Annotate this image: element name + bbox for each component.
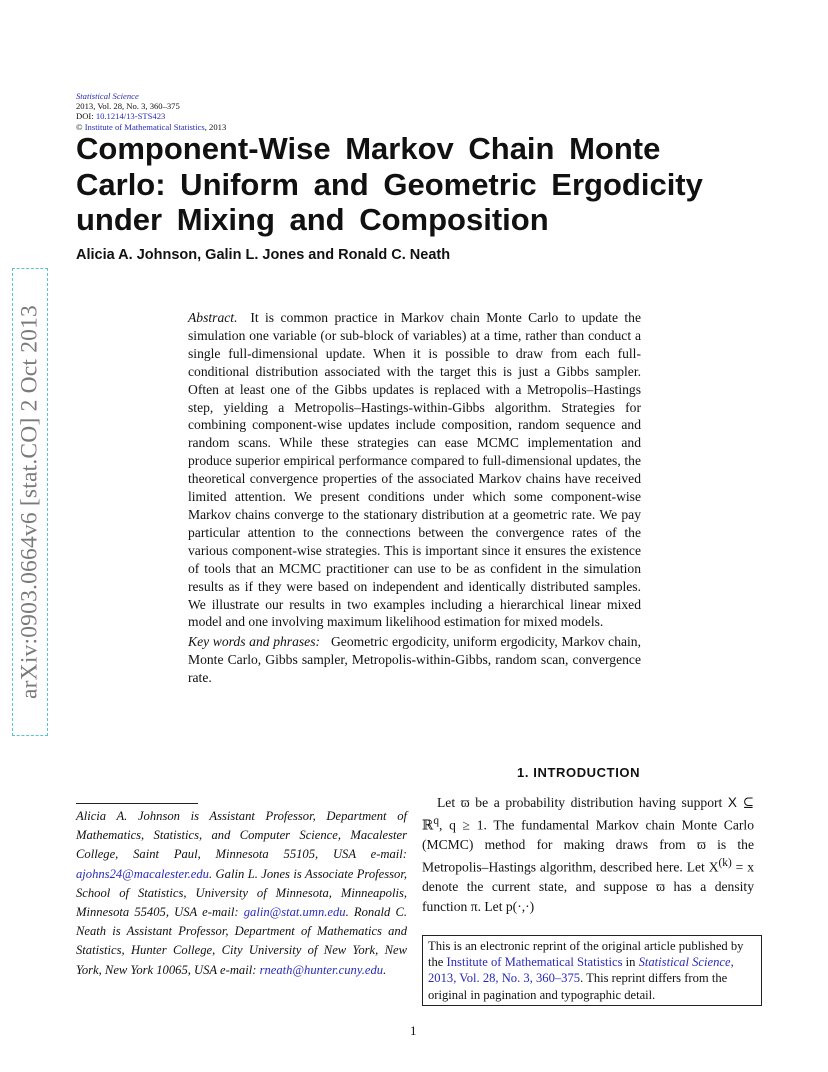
abstract-paragraph [188, 309, 641, 631]
reprint-text: This is an electronic reprint of the original article published by the [428, 939, 744, 970]
reprint-citation: , 2013, Vol. 28, No. 3, 360–375 [428, 955, 734, 986]
page-number: 1 [410, 1023, 417, 1038]
copyright-holder-link[interactable]: Institute of Mathematical Statistics [84, 121, 205, 132]
abstract-label: Abstract. [188, 310, 238, 325]
journal-metadata [76, 91, 226, 132]
reprint-journal-name: Statistical Science [638, 955, 731, 970]
arxiv-identifier-stamp[interactable] [12, 268, 48, 736]
intro-text: = x denote the current state, and suppose ϖ has a density function π. Let p(·,·) [422, 859, 754, 914]
arxiv-identifier-text: arXiv:0903.0664v6 [stat.CO] 2 Oct 2013 [16, 305, 43, 699]
intro-text: ⊆ ℝ [422, 795, 754, 833]
copyright-icon: © [76, 121, 83, 132]
intro-text: , q ≥ 1. The fundamental Markov chain Monte Carlo (MCMC) method for making draws from ϖ is the Metropolis–Hastings algorithm, described here. Let X [422, 817, 754, 875]
footnote-text: . [383, 962, 387, 977]
journal-volume: 2013, Vol. 28, No. 3, 360–375 [76, 101, 180, 112]
keywords-label: Key words and phrases: [188, 634, 321, 650]
journal-doi [76, 111, 226, 121]
support-symbol: X [727, 795, 737, 810]
introduction-paragraph [422, 793, 754, 916]
intro-superscript: (k) [718, 857, 732, 870]
abstract-section [188, 309, 641, 687]
reprint-text: . This reprint differs from the original in pagination and typographic detail. [428, 971, 728, 1002]
author-affiliation-footnote [76, 807, 407, 980]
reprint-notice-box [422, 935, 762, 1006]
footnote-text: Alicia A. Johnson is Assistant Professor, Department of Mathematics, Statistics, and Computer Science, Macalester College, Saint Paul, Minnesota 55105, USA e-mail: [76, 809, 407, 862]
journal-name-link[interactable]: Statistical Science [76, 91, 139, 101]
footnote-text: . Ronald C. Neath is Assistant Professor, Department of Mathematics and Statistics, Hunter College, City University of New York, New York, New York 10065, USA e-mail: [76, 905, 408, 977]
abstract-text: It is common practice in Markov chain Monte Carlo to update the simulation one variable (or sub-block of variables) at a time, rather than conduct a single full-dimensional update. When it is possible to draw from each full-conditional distribution associated with the target this is just a Gibbs sampler. Often at least one of the Gibbs updates is replaced with a Metropolis–Hastings step, yielding a Metropolis–Hastings-within-Gibbs algorithm. Strategies for combining component-wise updates include composition, random sequence and random scans. While these strategies can ease MCMC implementation and produce superior empirical performance compared to full-dimensional updates, the theoretical convergence properties of the associated Markov chains have received limited attention. We present conditions under which some component-wise Markov chains converge to the stationary distribution at a geometric rate. We pay particular attention to the connections between the convergence rates of the various component-wise strategies. This is important since it ensures the existence of tools that an MCMC practitioner can use to be as confident in the simulation results as if they were based on independent and identically distributed samples. We illustrate our results in two examples including a hierarchical linear mixed model and one involving maximum likelihood estimation for mixed models. [188, 310, 642, 630]
footnote-divider [76, 803, 198, 804]
section-heading-introduction: 1. INTRODUCTION [517, 765, 641, 780]
email-link-neath[interactable]: rneath@hunter.cuny.edu [259, 962, 384, 977]
reprint-text: in [622, 955, 639, 970]
intro-superscript: q [433, 815, 439, 828]
copyright-year: , 2013 [204, 121, 227, 132]
footnote-text: . Galin L. Jones is Associate Professor, School of Statistics, University of Minnesota, Minneapolis, Minnesota 55405, USA e-mail: [76, 866, 407, 920]
email-link-jones[interactable]: galin@stat.umn.edu [243, 905, 346, 920]
publisher-link[interactable]: Institute of Mathematical Statistics [446, 955, 623, 970]
doi-link[interactable]: 10.1214/13-STS423 [95, 111, 166, 122]
keywords-text: Geometric ergodicity, uniform ergodicity, Markov chain, Monte Carlo, Gibbs sampler, Metropolis-within-Gibbs, random scan, convergence rate. [188, 634, 641, 686]
paper-title: Component-Wise Markov Chain Monte Carlo: Uniform and Geometric Ergodicity under Mixing and Composition [76, 131, 703, 237]
intro-text: Let ϖ be a probability distribution having support [437, 795, 728, 810]
email-link-johnson[interactable]: ajohns24@macalester.edu [76, 866, 209, 881]
keywords-paragraph [188, 633, 641, 687]
doi-label: DOI: [76, 111, 96, 122]
author-list: Alicia A. Johnson, Galin L. Jones and Ronald C. Neath [76, 247, 451, 263]
